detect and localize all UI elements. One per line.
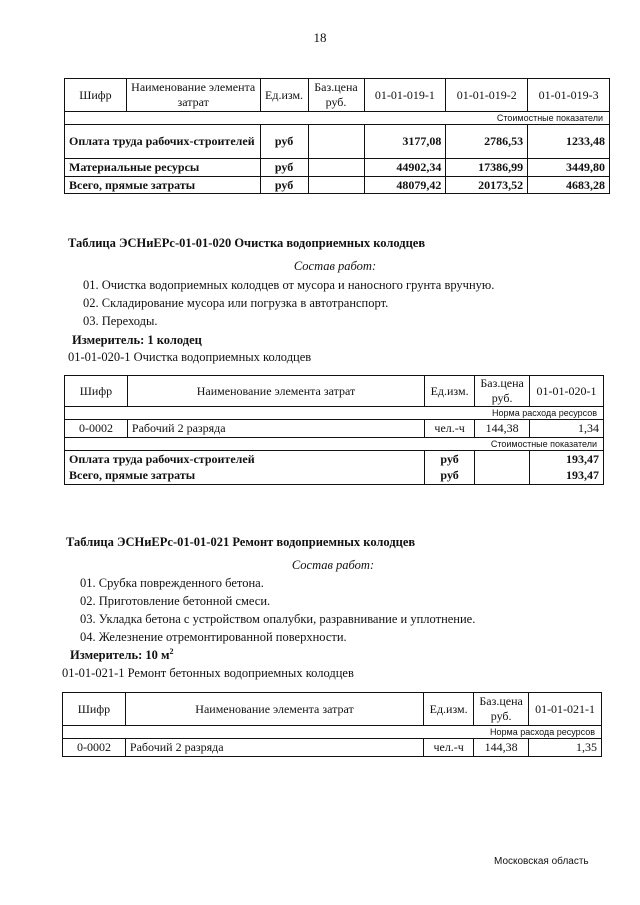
resource-price: 144,38 bbox=[474, 739, 529, 757]
work-item: 02. Приготовление бетонной смеси. bbox=[80, 594, 271, 608]
header-cell: Баз.цена руб. bbox=[475, 376, 530, 407]
resource-name: Рабочий 2 разряда bbox=[125, 739, 423, 757]
table-row bbox=[65, 420, 604, 438]
resource-table-020 bbox=[64, 375, 604, 485]
header-cell: 01-01-021-1 bbox=[529, 693, 602, 726]
table-row bbox=[65, 159, 610, 177]
header-cell: 01-01-020-1 bbox=[530, 376, 604, 407]
row-value: 193,47 bbox=[530, 468, 604, 485]
row-value: 3449,80 bbox=[528, 159, 610, 177]
work-composition-title: Состав работ: bbox=[293, 259, 377, 273]
table-row bbox=[65, 451, 604, 468]
row-name: Оплата труда рабочих-строителей bbox=[65, 451, 425, 468]
header-cell: Наименование элемента затрат bbox=[127, 376, 424, 407]
resource-value: 1,34 bbox=[530, 420, 604, 438]
resource-name: Рабочий 2 разряда bbox=[127, 420, 424, 438]
header-cell: Наименование элемента затрат bbox=[125, 693, 423, 726]
row-value: 4683,28 bbox=[528, 177, 610, 194]
row-price bbox=[308, 125, 364, 159]
subheader-row bbox=[63, 726, 602, 739]
row-value: 2786,53 bbox=[446, 125, 528, 159]
row-value: 44902,34 bbox=[364, 159, 446, 177]
table-row bbox=[65, 125, 610, 159]
header-cell: Шифр bbox=[63, 693, 126, 726]
subheader-row bbox=[65, 112, 610, 125]
row-value: 20173,52 bbox=[446, 177, 528, 194]
header-cell: Ед.изм. bbox=[424, 693, 474, 726]
subheader-label: Норма расхода ресурсов bbox=[63, 726, 602, 739]
header-cell: Ед.изм. bbox=[260, 79, 308, 112]
subheader-label: Стоимостные показатели bbox=[65, 438, 604, 451]
table-header-row bbox=[63, 693, 602, 726]
subheader-row bbox=[65, 407, 604, 420]
row-unit: руб bbox=[260, 159, 308, 177]
resource-unit: чел.-ч bbox=[425, 420, 475, 438]
table-header-row bbox=[65, 376, 604, 407]
section-title: Таблица ЭСНиЕРс-01-01-020 Очистка водоприемных колодцев bbox=[68, 236, 426, 250]
page-number: 18 bbox=[313, 30, 327, 45]
row-value: 48079,42 bbox=[364, 177, 446, 194]
row-name: Материальные ресурсы bbox=[65, 159, 261, 177]
resource-code: 0-0002 bbox=[65, 420, 128, 438]
code-line: 01-01-021-1 Ремонт бетонных водоприемных колодцев bbox=[62, 666, 354, 680]
resource-unit: чел.-ч bbox=[424, 739, 474, 757]
meter-label: Измеритель: 1 колодец bbox=[72, 333, 202, 347]
section-title: Таблица ЭСНиЕРс-01-01-021 Ремонт водоприемных колодцев bbox=[66, 535, 416, 549]
row-unit: руб bbox=[425, 468, 475, 485]
row-unit: руб bbox=[260, 125, 308, 159]
header-cell: Шифр bbox=[65, 79, 127, 112]
header-cell: Баз.цена руб. bbox=[474, 693, 529, 726]
work-item: 02. Складирование мусора или погрузка в автотранспорт. bbox=[83, 296, 389, 310]
resource-value: 1,35 bbox=[529, 739, 602, 757]
table-row bbox=[65, 468, 604, 485]
row-price bbox=[308, 159, 364, 177]
table-row bbox=[65, 177, 610, 194]
header-cell: Шифр bbox=[65, 376, 128, 407]
resource-table-021 bbox=[62, 692, 602, 757]
subheader-label: Норма расхода ресурсов bbox=[65, 407, 604, 420]
row-name: Всего, прямые затраты bbox=[65, 177, 261, 194]
work-item: 04. Железнение отремонтированной поверхности. bbox=[80, 630, 347, 644]
row-name: Всего, прямые затраты bbox=[65, 468, 425, 485]
table-header-row bbox=[65, 79, 610, 112]
row-value: 1233,48 bbox=[528, 125, 610, 159]
work-item: 03. Переходы. bbox=[83, 314, 158, 328]
row-price bbox=[475, 451, 530, 468]
subheader-row bbox=[65, 438, 604, 451]
resource-price: 144,38 bbox=[475, 420, 530, 438]
work-item: 01. Очистка водоприемных колодцев от мусора и наносного грунта вручную. bbox=[83, 278, 495, 292]
header-cell: Наименование элемента затрат bbox=[126, 79, 260, 112]
header-cell: 01-01-019-2 bbox=[446, 79, 528, 112]
meter-text: Измеритель: 10 м bbox=[70, 648, 170, 663]
work-composition-title: Состав работ: bbox=[291, 558, 375, 572]
meter-exponent: 2 bbox=[169, 647, 174, 656]
header-cell: Баз.цена руб. bbox=[308, 79, 364, 112]
row-unit: руб bbox=[260, 177, 308, 194]
subheader-label: Стоимостные показатели bbox=[65, 112, 610, 125]
table-row bbox=[63, 739, 602, 757]
cost-table-019 bbox=[64, 78, 610, 194]
row-price bbox=[475, 468, 530, 485]
header-cell: Ед.изм. bbox=[425, 376, 475, 407]
row-name: Оплата труда рабочих-строителей bbox=[65, 125, 261, 159]
resource-code: 0-0002 bbox=[63, 739, 126, 757]
row-value: 17386,99 bbox=[446, 159, 528, 177]
code-line: 01-01-020-1 Очистка водоприемных колодцев bbox=[68, 350, 312, 364]
meter-label bbox=[70, 647, 174, 663]
row-value: 3177,08 bbox=[364, 125, 446, 159]
row-price bbox=[308, 177, 364, 194]
work-item: 03. Укладка бетона с устройством опалубки, разравнивание и уплотнение. bbox=[80, 612, 476, 626]
row-unit: руб bbox=[425, 451, 475, 468]
footer-region: Московская область bbox=[494, 856, 589, 867]
work-item: 01. Срубка поврежденного бетона. bbox=[80, 576, 264, 590]
header-cell: 01-01-019-1 bbox=[364, 79, 446, 112]
header-cell: 01-01-019-3 bbox=[528, 79, 610, 112]
row-value: 193,47 bbox=[530, 451, 604, 468]
